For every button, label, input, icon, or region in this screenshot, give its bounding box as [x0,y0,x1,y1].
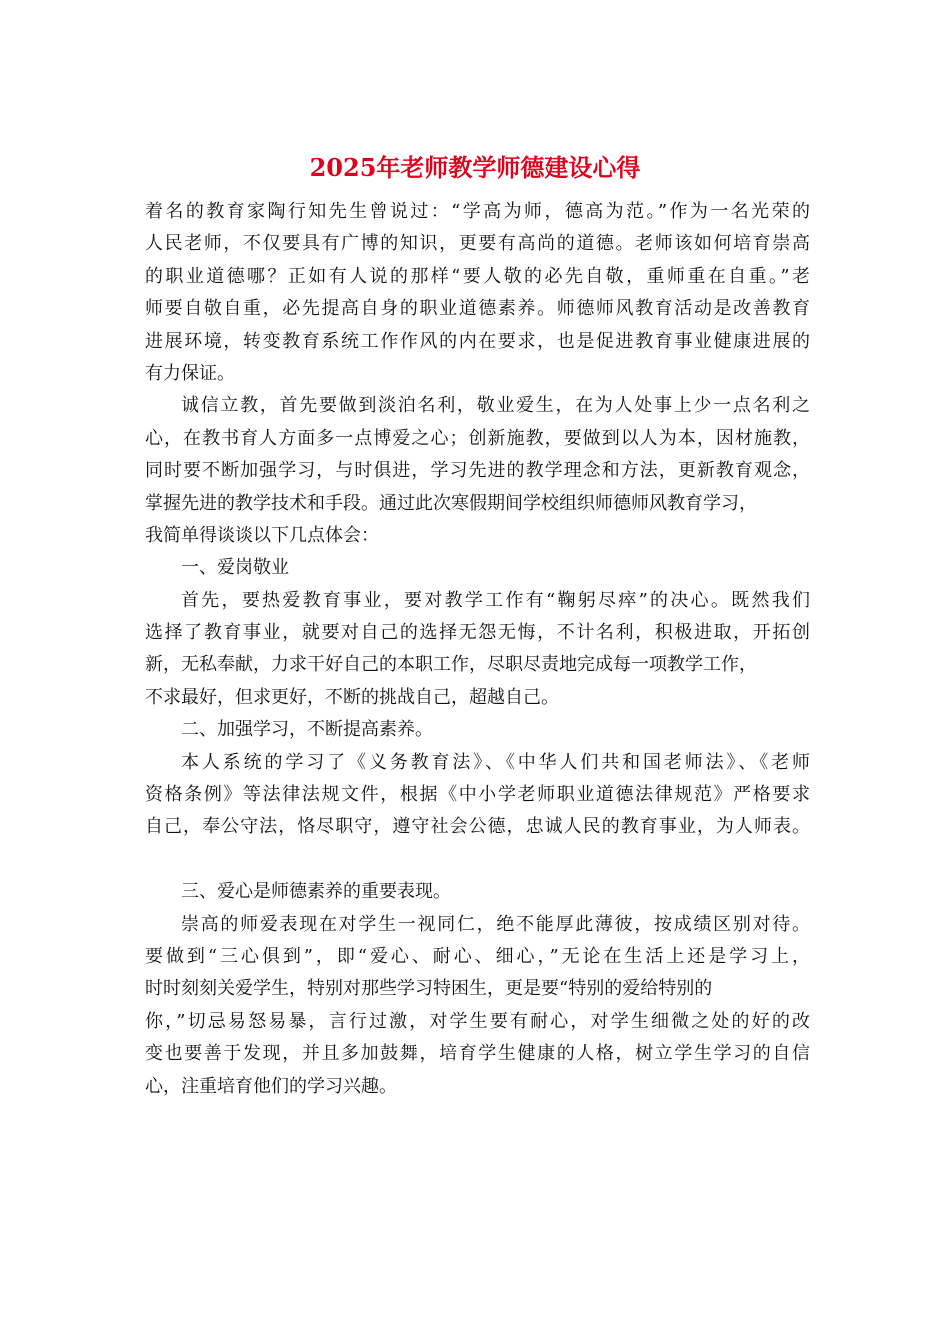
text-line: 心，注重培育他们的学习兴趣。 [145,1075,397,1097]
text-line: 变也要善于发现，并且多加鼓舞，培育学生健康的人格，树立学生学习的自信 [145,1043,810,1065]
text-line: 人民老师，不仅要具有广博的知识，更要有高尚的道德。老师该如何培育崇高 [145,233,810,255]
text-line: 诚信立教，首先要做到淡泊名利，敬业爱生，在为人处事上少一点名利之 [181,395,810,417]
section-heading-1: 一、爱岗敬业 [181,557,289,579]
text-line: 资格条例》等法律法规文件，根据《中小学老师职业道德法律规范》严格要求 [145,784,810,806]
paragraph-dedication [145,585,810,715]
paragraph-study [145,747,810,844]
text-line: 师要自敬自重，必先提高自身的职业道德素养。师德师风教育活动是改善教育 [145,298,810,320]
text-line: 的职业道德哪？正如有人说的那样“要人敬的必先自敬，重师重在自重。”老 [145,265,810,287]
paragraph-love [145,909,810,1103]
blank-line [145,844,810,876]
text-line: 进展环境，转变教育系统工作作风的内在要求，也是促进教育事业健康进展的 [145,330,810,352]
section-heading-3: 三、爱心是师德素养的重要表现。 [181,881,451,903]
section-heading-2: 二、加强学习，不断提高素养。 [181,719,433,741]
text-line: 选择了教育事业，就要对自己的选择无怨无悔，不计名利，积极进取，开拓创 [145,622,810,644]
text-line: 新，无私奉献，力求干好自己的本职工作，尽职尽责地完成每一项教学工作， [145,654,757,676]
paragraph-intro [145,196,810,390]
text-line: 本人系统的学习了《义务教育法》、《中华人们共和国老师法》、《老师 [181,751,810,773]
document-title: 2025年老师教学师德建设心得 [309,153,641,182]
text-line: 着名的教育家陶行知先生曾说过：“学高为师，德高为范。”作为一名光荣的 [145,201,810,222]
text-line: 崇高的师爱表现在对学生一视同仁，绝不能厚此薄彼，按成绩区别对待。 [181,913,810,935]
text-line: 不求最好，但求更好，不断的挑战自己，超越自己。 [145,686,559,708]
text-line: 你，”切忌易怒易暴，言行过激，对学生要有耐心，对学生细微之处的好的改 [145,1010,810,1032]
text-line: 要做到“三心俱到”，即“爱心、耐心、细心，”无论在生活上还是学习上， [145,945,810,967]
text-line: 首先，要热爱教育事业，要对教学工作有“鞠躬尽瘁”的决心。既然我们 [181,589,810,611]
text-line: 有力保证。 [145,362,235,384]
text-line: 同时要不断加强学习，与时俱进，学习先进的教学理念和方法，更新教育观念， [145,460,810,482]
text-line: 掌握先进的教学技术和手段。通过此次寒假期间学校组织师德师风教育学习， [145,492,757,514]
paragraph-integrity [145,390,810,552]
text-line: 心，在教书育人方面多一点博爱之心；创新施教，要做到以人为本，因材施教， [145,427,810,449]
document-body [145,196,810,1103]
text-line: 自己，奉公守法，恪尽职守，遵守社会公德，忠诚人民的教育事业，为人师表。 [145,816,810,838]
text-line: 我简单得谈谈以下几点体会： [145,524,379,546]
text-line: 时时刻刻关爱学生，特别对那些学习特困生，更是要“特别的爱给特别的 [145,978,713,1000]
